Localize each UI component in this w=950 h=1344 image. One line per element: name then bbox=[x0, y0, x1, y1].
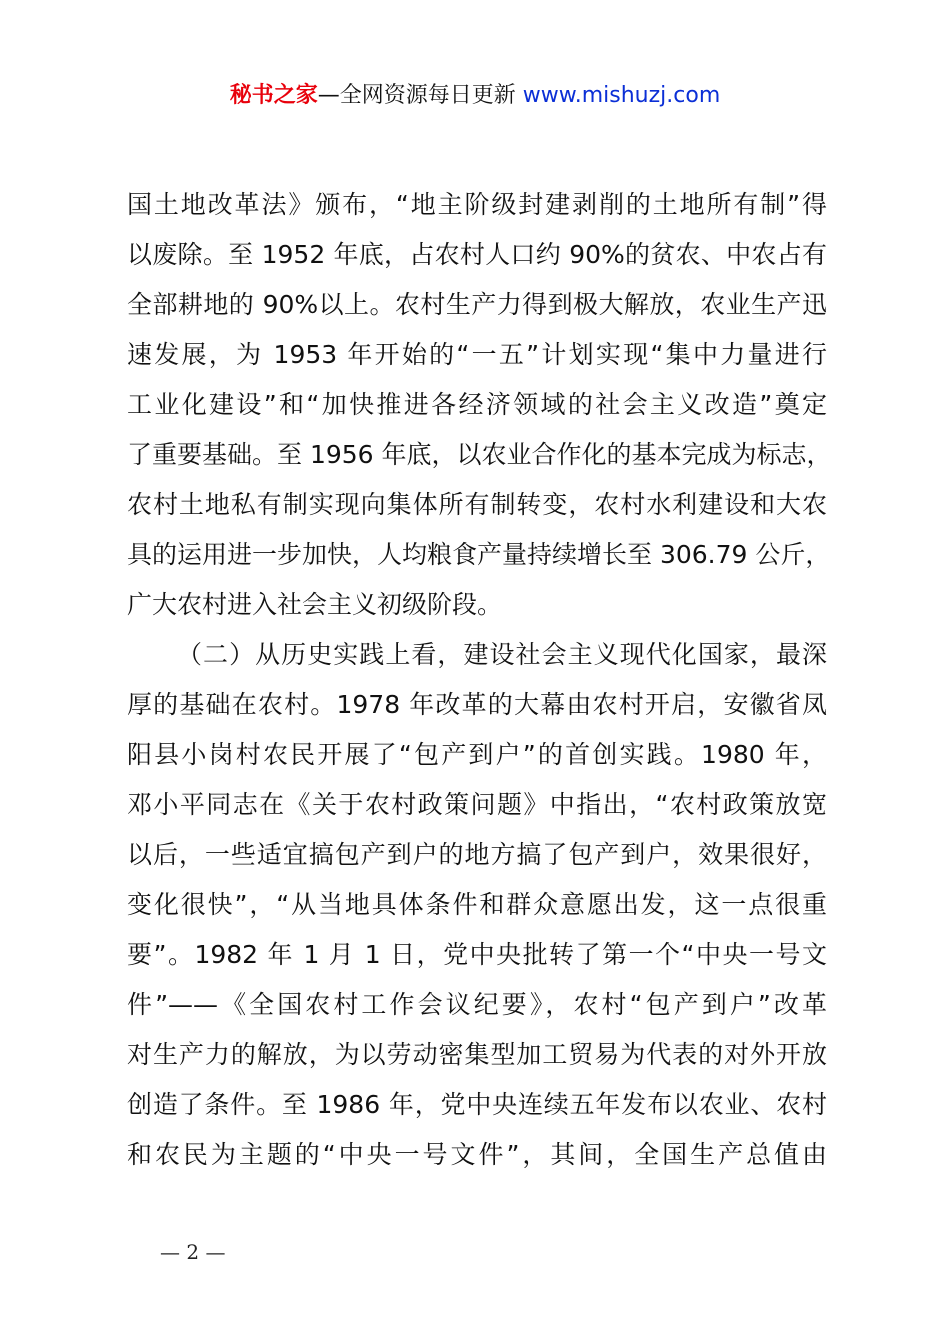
page-number: — 2 — bbox=[160, 1240, 226, 1264]
document-body bbox=[127, 180, 832, 1180]
text-line: 和农民为主题的“中央一号文件”，其间，全国生产总值由 bbox=[127, 1140, 827, 1169]
brand-name: 秘书之家 bbox=[229, 83, 318, 108]
text-line: 以废除。至 1952 年底，占农村人口约 90%的贫农、中农占有 bbox=[127, 240, 827, 269]
text-line: 以后，一些适宜搞包产到户的地方搞了包产到户，效果很好， bbox=[127, 840, 827, 869]
text-line: 阳县小岗村农民开展了“包产到户”的首创实践。1980 年， bbox=[127, 740, 827, 769]
site-header bbox=[0, 80, 950, 112]
text-line: 国土地改革法》颁布，“地主阶级封建剥削的土地所有制”得 bbox=[127, 190, 827, 219]
text-line: 全部耕地的 90%以上。农村生产力得到极大解放，农业生产迅 bbox=[127, 290, 827, 319]
text-line: 要”。1982 年 1 月 1 日，党中央批转了第一个“中央一号文 bbox=[127, 940, 827, 969]
header-tagline: —全网资源每日更新 bbox=[317, 83, 516, 108]
text-line: 了重要基础。至 1956 年底，以农业合作化的基本完成为标志， bbox=[127, 440, 832, 469]
site-url-link[interactable]: www.mishuzj.com bbox=[522, 83, 721, 108]
text-line: 创造了条件。至 1986 年，党中央连续五年发布以农业、农村 bbox=[127, 1090, 827, 1119]
text-line: 速发展，为 1953 年开始的“一五”计划实现“集中力量进行 bbox=[127, 340, 827, 369]
text-line: 邓小平同志在《关于农村政策问题》中指出，“农村政策放宽 bbox=[127, 790, 827, 819]
text-line: 具的运用进一步加快，人均粮食产量持续增长至 306.79 公斤， bbox=[127, 540, 831, 569]
text-line: 厚的基础在农村。1978 年改革的大幕由农村开启，安徽省凤 bbox=[127, 690, 827, 719]
paragraph bbox=[127, 180, 832, 630]
text-line: 对生产力的解放，为以劳动密集型加工贸易为代表的对外开放 bbox=[127, 1040, 827, 1069]
paragraph bbox=[127, 630, 827, 1180]
text-line: 农村土地私有制实现向集体所有制转变，农村水利建设和大农 bbox=[127, 490, 827, 519]
text-line: （二）从历史实践上看，建设社会主义现代化国家，最深 bbox=[177, 640, 827, 669]
text-line: 工业化建设”和“加快推进各经济领域的社会主义改造”奠定 bbox=[127, 390, 827, 419]
text-line: 广大农村进入社会主义初级阶段。 bbox=[127, 590, 503, 619]
text-line: 变化很快”，“从当地具体条件和群众意愿出发，这一点很重 bbox=[127, 890, 827, 919]
text-line: 件”——《全国农村工作会议纪要》，农村“包产到户”改革 bbox=[127, 990, 827, 1019]
